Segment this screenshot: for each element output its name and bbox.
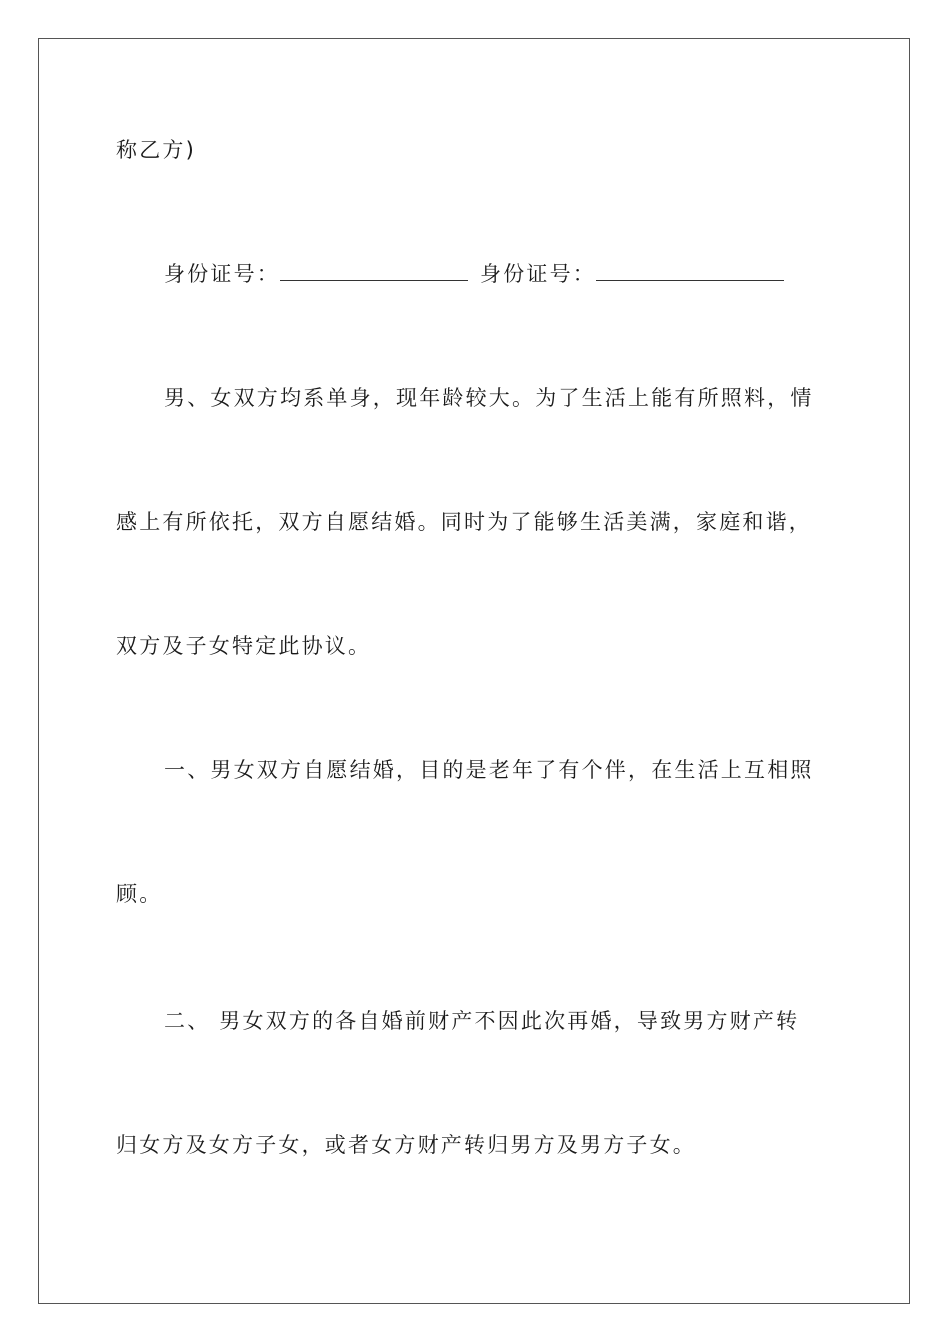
paragraph-intro-line-2: 感上有所依托，双方自愿结婚。同时为了能够生活美满，家庭和谐， <box>116 510 812 534</box>
paragraph-intro-line-1: 男、女双方均系单身，现年龄较大。为了生活上能有所照料，情 <box>164 386 814 410</box>
clause-1-line-2: 顾。 <box>116 882 163 906</box>
id-number-blank-party-a <box>280 260 468 281</box>
id-number-blank-party-b <box>596 260 784 281</box>
paragraph-intro-line-3: 双方及子女特定此协议。 <box>116 634 372 658</box>
clause-2-line-1: 二、 男女双方的各自婚前财产不因此次再婚，导致男方财产转 <box>164 1009 800 1033</box>
id-number-label-party-a: 身份证号： <box>164 262 280 286</box>
page-border <box>38 38 910 1304</box>
text-line-continuation: 称乙方) <box>116 138 196 162</box>
clause-1-line-1: 一、男女双方自愿结婚，目的是老年了有个伴，在生活上互相照 <box>164 758 814 782</box>
id-number-row <box>164 259 796 289</box>
id-number-label-party-b: 身份证号： <box>480 262 596 286</box>
clause-2-line-2: 归女方及女方子女，或者女方财产转归男方及男方子女。 <box>116 1133 696 1157</box>
